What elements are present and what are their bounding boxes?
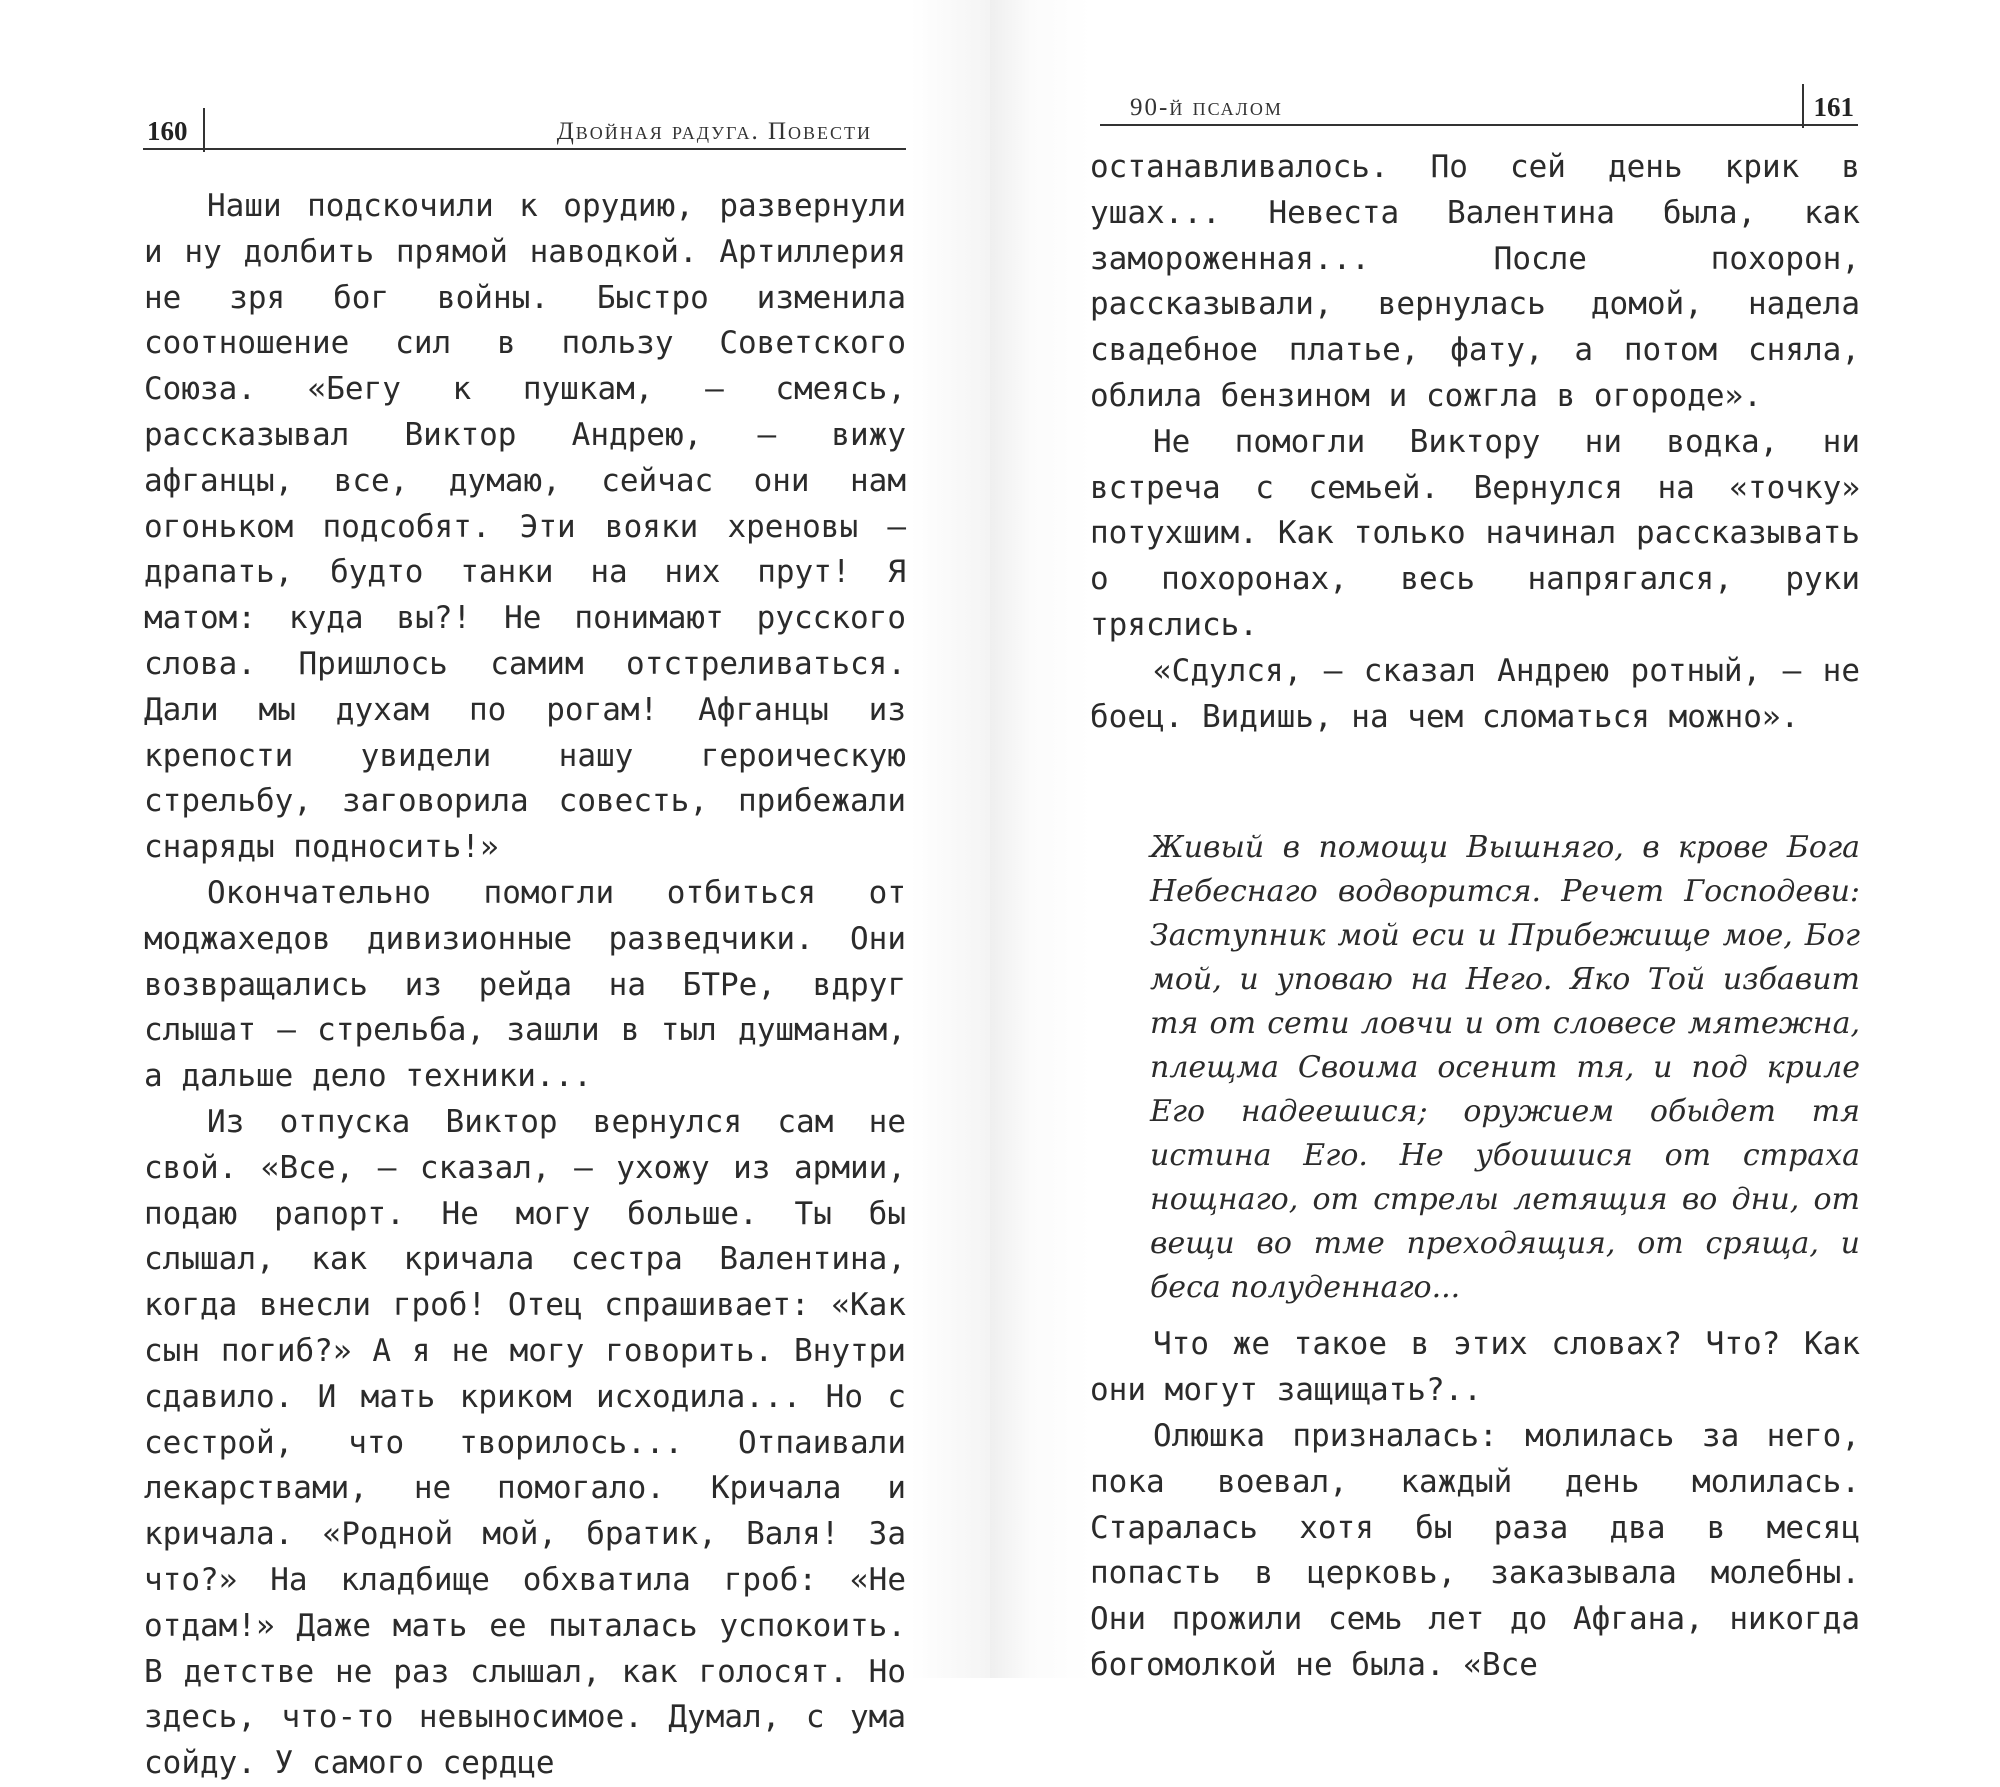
paragraph: Из отпуска Виктор вернулся сам не свой. «Все, — сказал, — ухожу из армии, подаю рапорт. Не могу больше. Ты бы слышал, как кричала сестра Валентина, когда внесли гроб! Отец спрашивает: «Как сын погиб?» А я не могу говорить. Внутри сдавило. И мать криком исходила... Но с сестрой, что творилось... Отпаивали лекарствами, не помогало. Кричала и кричала. «Родной мой, братик, Валя! За что?» На кладбище обхватила гроб: «Не отдам!» Даже мать ее пыталась успокоить. В детстве не раз слышал, как голосят. Но здесь, что-то невыносимое. Думал, с ума сойду. У самого сердце xyxy=(144,1103,906,1782)
paragraph: Не помогли Виктору ни водка, ни встреча с семьей. Вернулся на «точку» потухшим. Как только начинал рассказывать о похоронах, весь напрягался, руки тряслись. xyxy=(1090,423,1860,643)
left-page-body xyxy=(144,184,906,1787)
header-separator xyxy=(203,108,205,152)
running-title: 90-й псалом xyxy=(1130,94,1283,121)
paragraph: Окончательно помогли отбиться от моджахедов дивизионные разведчики. Они возвращались из рейда на БТРе, вдруг слышат — стрельба, зашли в тыл душманам, а дальше дело техники... xyxy=(144,874,906,1095)
paragraph: Олюшка призналась: молилась за него, пока воевал, каждый день молилась. Старалась хотя бы раза два в месяц попасть в церковь, заказывала молебны. Они прожили семь лет до Афгана, никогда богомолкой не была. «Все xyxy=(1090,1417,1860,1683)
paragraph: Что же такое в этих словах? Что? Как они могут защищать?.. xyxy=(1090,1326,1860,1409)
right-page-body xyxy=(1090,145,1860,1689)
running-header-right xyxy=(1100,88,1858,126)
right-page xyxy=(990,0,2000,1683)
page-number: 160 xyxy=(147,116,188,146)
header-separator xyxy=(1802,84,1804,128)
paragraph: Наши подскочили к орудию, развернули и ну долбить прямой наводкой. Артиллерия не зря бог войны. Быстро изменила соотношение сил в пользу Советского Союза. «Бегу к пушкам, — смеясь, рассказывал Виктор Андрею, — вижу афганцы, все, думаю, сейчас они нам огоньком подсобят. Эти вояки хреновы — драпать, будто танки на них прут! Я матом: куда вы?! Не понимают русского слова. Пришлось самим отстреливаться. Дали мы духам по рогам! Афганцы из крепости увидели нашу героическую стрельбу, заговорила совесть, прибежали снаряды подносить!» xyxy=(144,188,906,866)
running-header-left xyxy=(143,112,906,150)
left-page xyxy=(0,0,990,1782)
running-title: Двойная радуга. Повести xyxy=(556,118,872,145)
continued-paragraph: останавливалось. По сей день крик в ушах... Невеста Валентина была, как замороженная... После похорон, рассказывали, вернулась домой, надела свадебное платье, фату, а потом сняла, облила бензином и сожгла в огороде». xyxy=(1090,149,1860,414)
page-number: 161 xyxy=(1813,92,1854,122)
psalm-quote: Живый в помощи Вышняго, в крове Бога Небеснаго водворится. Речет Господеви: Заступник мой еси и Прибежище мое, Бог мой, и уповаю на Него. Яко Той избавит тя от сети ловчи и от словесе мятежна, плещма Своима осенит тя, и под криле Его надеешися; оружием обыдет тя истина Его. Не убоишися от страха нощнаго, от стрелы летящия во дни, от вещи во тме преходящия, от сряща, и беса полуденнаго... xyxy=(1150,830,1860,1306)
section-gap xyxy=(1090,740,1860,826)
paragraph: «Сдулся, — сказал Андрею ротный, — не боец. Видишь, на чем сломаться можно». xyxy=(1090,652,1860,735)
